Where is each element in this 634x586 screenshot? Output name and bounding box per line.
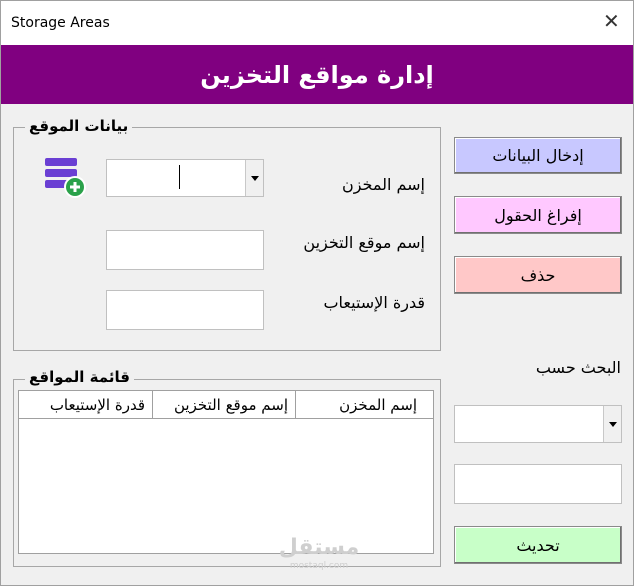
column-divider	[152, 391, 153, 419]
chevron-down-icon[interactable]	[603, 406, 621, 442]
warehouse-name-label: إسم المخزن	[341, 175, 425, 194]
database-add-icon[interactable]	[43, 157, 87, 199]
text-caret	[179, 165, 180, 189]
header-banner	[1, 45, 633, 104]
enter-data-button[interactable]: إدخال البيانات	[454, 137, 622, 174]
clear-fields-button[interactable]: إفراغ الحقول	[454, 196, 622, 234]
locations-list[interactable]	[18, 390, 434, 554]
watermark-arabic: مستقل	[278, 535, 360, 560]
search-criteria-combobox[interactable]	[454, 405, 622, 443]
column-header-capacity[interactable]: قدرة الإستيعاب	[49, 396, 145, 414]
update-button[interactable]: تحديث	[454, 526, 622, 564]
location-data-frame-label: بيانات الموقع	[25, 117, 132, 135]
column-divider	[295, 391, 296, 419]
watermark-logo	[277, 535, 361, 575]
column-header-storage-location[interactable]: إسم موقع التخزين	[173, 396, 288, 414]
title-bar	[1, 1, 633, 45]
column-header-warehouse[interactable]: إسم المخزن	[339, 396, 417, 414]
search-by-label: البحث حسب	[535, 358, 621, 377]
window-title: Storage Areas	[11, 15, 110, 31]
chevron-down-icon[interactable]	[245, 160, 263, 196]
warehouse-name-combobox[interactable]	[106, 159, 264, 197]
close-icon[interactable]: ✕	[603, 9, 620, 33]
capacity-field[interactable]	[106, 290, 264, 330]
storage-location-field[interactable]	[106, 230, 264, 270]
delete-button[interactable]: حذف	[454, 256, 622, 294]
storage-location-label: إسم موقع التخزين	[303, 233, 425, 252]
locations-list-frame-label: قائمة المواقع	[25, 368, 134, 386]
capacity-label: قدرة الإستيعاب	[323, 293, 425, 312]
watermark-latin: mostaql.com	[289, 561, 349, 571]
list-header	[19, 391, 433, 419]
page-title: إدارة مواقع التخزين	[200, 60, 434, 89]
search-input[interactable]	[454, 464, 622, 504]
